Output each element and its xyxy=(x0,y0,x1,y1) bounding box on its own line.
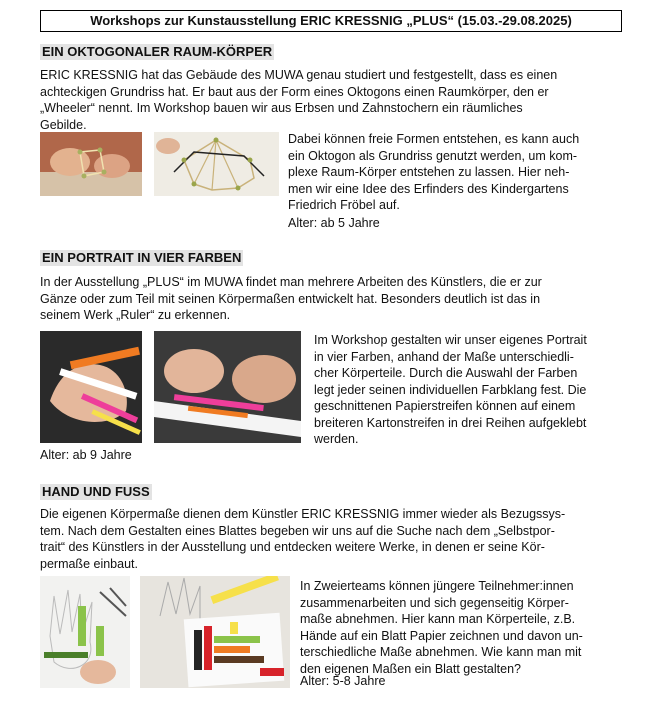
age-portrait: Alter: ab 9 Jahre xyxy=(40,448,132,462)
text-line: trait“ des Künstlers in der Ausstellung und entdecken weitere Werke, in denen er seine Kör- xyxy=(40,540,545,554)
text-line: cher Körperteile. Durch die Auswahl der Farben xyxy=(314,366,578,380)
side-text-oktogon xyxy=(288,131,638,214)
text-line: ein Oktogon als Grundriss genutzt werden, um kom- xyxy=(288,148,578,163)
text-line: geschnittenen Papierstreifen können auf einem xyxy=(314,399,576,413)
section-heading-portrait: EIN PORTRAIT IN VIER FARBEN xyxy=(42,250,242,265)
side-text-hand-fuss xyxy=(300,578,645,677)
text-line: maße abnehmen. Hier kann man Körperteile, z.B. xyxy=(300,612,576,626)
text-line: tem. Nach dem Gestalten eines Blattes begeben wir uns auf die Suche nach dem „Selbstpor- xyxy=(40,523,555,538)
page-title: Workshops zur Kunstausstellung ERIC KRESSNIG „PLUS“ (15.03.-29.08.2025) xyxy=(40,10,622,32)
text-line: In der Ausstellung „PLUS“ im MUWA findet man mehrere Arbeiten des Künstlers, die er zur xyxy=(40,275,542,289)
text-line: Gänze oder zum Teil mit seinen Körpermaßen entwickelt hat. Besonders deutlich ist das in xyxy=(40,291,541,306)
section-heading-hand-fuss: HAND UND FUSS xyxy=(42,484,150,499)
text-line: Hände auf ein Blatt Papier zeichnen und davon un- xyxy=(300,628,583,643)
text-line: terschiedliche Maße abnehmen. Wie kann man mit xyxy=(300,645,582,659)
age-oktogon: Alter: ab 5 Jahre xyxy=(288,216,380,230)
section-heading-oktogon: EIN OKTOGONALER RAUM-KÖRPER xyxy=(42,44,273,59)
photo-children-building xyxy=(40,132,142,196)
text-line: breiteren Kartonstreifen in drei Reihen aufgeklebt xyxy=(314,415,587,430)
intro-portrait xyxy=(40,274,640,324)
text-line: werden. xyxy=(314,432,359,446)
text-line: Gebilde. xyxy=(40,117,87,132)
text-line: achteckigen Grundriss hat. Er baut aus der Form eines Oktogons einen Raumkörper, den er xyxy=(40,84,549,99)
text-line: „Wheeler“ nennt. Im Workshop bauen wir aus Erbsen und Zahnstochern ein räumliches xyxy=(40,101,523,115)
text-line: seinem Werk „Ruler“ zu erkennen. xyxy=(40,308,231,322)
text-line: legt jeder seinen individuellen Farbklang fest. Die xyxy=(314,382,587,397)
photo-octagon-structure xyxy=(154,132,279,196)
text-line: Friedrich Fröbel auf. xyxy=(288,198,400,212)
intro-oktogon xyxy=(40,67,640,133)
text-line: ERIC KRESSNIG hat das Gebäude des MUWA genau studiert und festgestellt, dass es einen xyxy=(40,68,558,82)
intro-hand-fuss xyxy=(40,506,650,572)
text-line: plexe Raum-Körper entstehen zu lassen. Hier neh- xyxy=(288,165,570,179)
photo-paper-collage xyxy=(140,576,290,688)
text-line: permaße einbaut. xyxy=(40,556,138,571)
side-text-portrait xyxy=(314,332,644,448)
text-line: zusammenarbeiten und sich gegenseitig Körper- xyxy=(300,595,569,610)
text-line: In Zweierteams können jüngere Teilnehmer:innen xyxy=(300,579,574,593)
text-line: den eigenen Maßen ein Blatt gestalten? xyxy=(300,661,521,676)
text-line: in vier Farben, anhand der Maße unterschiedli- xyxy=(314,349,574,364)
photo-gluing-strips xyxy=(154,331,301,443)
text-line: men wir eine Idee des Erfinders des Kindergartens xyxy=(288,181,569,196)
text-line: Dabei können freie Formen entstehen, es kann auch xyxy=(288,132,580,146)
text-line: Im Workshop gestalten wir unser eigenes Portrait xyxy=(314,333,587,347)
age-hand-fuss: Alter: 5-8 Jahre xyxy=(300,674,386,688)
text-line: Die eigenen Körpermaße dienen dem Künstler ERIC KRESSNIG immer wieder als Bezugssys- xyxy=(40,507,566,521)
photo-hand-strips xyxy=(40,331,142,443)
photo-hand-outline xyxy=(40,576,130,688)
